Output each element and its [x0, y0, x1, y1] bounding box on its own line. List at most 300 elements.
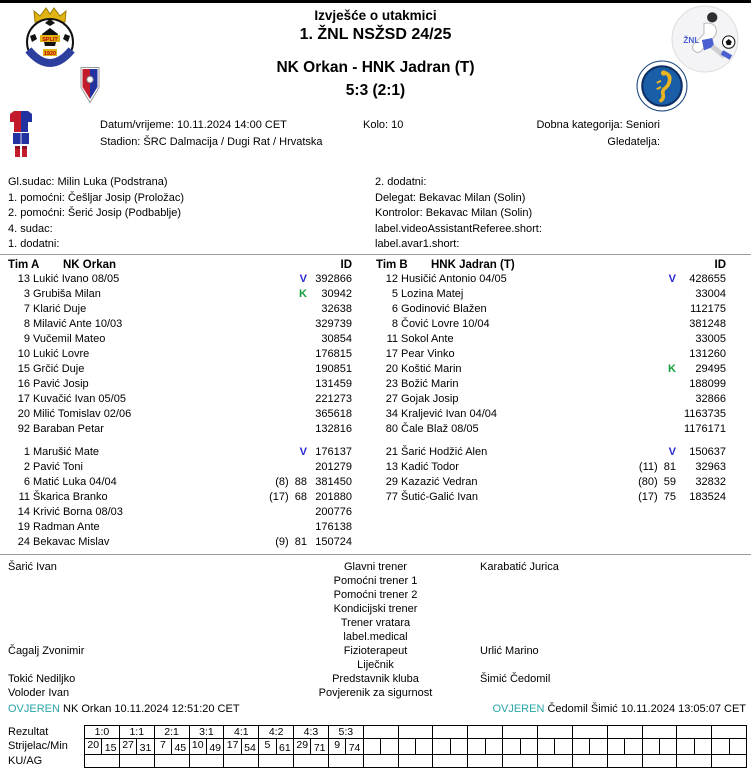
player-event: V	[668, 273, 676, 285]
goal-minute: 15	[104, 742, 117, 754]
goal-minute: 54	[244, 742, 256, 754]
staff-name-home: Šarić Ivan	[8, 561, 57, 573]
scorer-number	[399, 739, 416, 754]
player-row	[8, 535, 352, 550]
player-id: 190851	[315, 363, 352, 375]
score-cell: 1:1	[120, 726, 154, 739]
report-header	[0, 8, 751, 100]
player-name: Pear Vinko	[401, 348, 455, 360]
player-row	[376, 475, 726, 490]
federation-text-bottom: 1920	[43, 51, 57, 57]
player-event: (11) 81	[638, 461, 676, 473]
player-row	[376, 302, 726, 317]
player-row	[376, 422, 726, 437]
scorer-number	[538, 739, 555, 754]
league-badge-text: ŽNL	[683, 36, 700, 46]
player-number: 6	[391, 303, 398, 315]
scorer-minute-cell	[399, 739, 433, 755]
player-name: Pavić Josip	[33, 378, 89, 390]
official-line: 2. dodatni:	[375, 176, 427, 188]
player-name: Klarić Duje	[33, 303, 87, 315]
scorer-minute-cell	[190, 739, 224, 755]
ku-ag-row-label: KU/AG	[8, 755, 43, 767]
scorer-number	[503, 739, 520, 754]
player-id: 381248	[689, 318, 726, 330]
player-number: 11	[18, 491, 30, 503]
ku-ag-cell	[433, 755, 467, 767]
match-info-left	[100, 117, 323, 151]
result-column	[712, 726, 746, 767]
scorer-number	[643, 739, 660, 754]
scorer-minute-cell	[294, 739, 328, 755]
staff-row	[0, 616, 751, 630]
player-name: Matić Luka 04/04	[33, 476, 117, 488]
score-cell: 5:3	[329, 726, 363, 739]
player-id: 30854	[321, 333, 352, 345]
attendance: Gledatelja:	[607, 136, 660, 148]
staff-role-label: Povjerenik za sigurnost	[318, 687, 433, 699]
ku-ag-cell	[85, 755, 119, 767]
ku-ag-cell	[329, 755, 363, 767]
scorer-minute-cell	[224, 739, 258, 755]
scorer-number	[364, 739, 381, 754]
scorer-number	[712, 739, 729, 754]
player-row	[8, 445, 352, 460]
result-column	[224, 726, 259, 767]
player-event	[219, 332, 307, 347]
goal-minute	[590, 739, 606, 754]
player-event	[219, 407, 307, 422]
match-round: Kolo: 10	[363, 119, 404, 131]
player-number: 1	[23, 446, 30, 458]
player-id: 112175	[690, 303, 726, 315]
player-event	[588, 317, 676, 332]
certified-home-badge: OVJEREN	[8, 703, 60, 715]
officials-left	[8, 175, 184, 253]
player-event	[219, 362, 307, 377]
goal-minute	[625, 739, 641, 754]
score-cell	[643, 726, 677, 739]
result-column	[433, 726, 468, 767]
team-b-roster	[376, 258, 726, 505]
staff-role-label: Predstavnik kluba	[332, 673, 419, 685]
match-stadium: Stadion: ŠRC Dalmacija / Dugi Rat / Hrvatska	[100, 136, 323, 148]
scorer-row-label: Strijelac/Min	[8, 740, 68, 752]
player-number: 29	[385, 476, 398, 488]
player-name: Husičić Antonio 04/05	[401, 273, 507, 285]
scorer-minute-cell	[120, 739, 154, 755]
player-id: 176137	[315, 446, 352, 458]
scorer-minute-cell	[608, 739, 642, 755]
match-datetime: Datum/vrijeme: 10.11.2024 14:00 CET	[100, 119, 287, 131]
player-name: Koštić Marin	[401, 363, 462, 375]
player-event	[588, 332, 676, 347]
scorer-number: 17	[224, 739, 241, 754]
scorer-minute-cell	[643, 739, 677, 755]
result-column	[294, 726, 329, 767]
result-column	[364, 726, 399, 767]
score-cell: 4:2	[259, 726, 293, 739]
player-number: 23	[385, 378, 398, 390]
result-table	[84, 725, 747, 768]
scorer-minute-cell	[329, 739, 363, 755]
scorer-number: 27	[120, 739, 137, 754]
player-row	[376, 347, 726, 362]
ku-ag-cell	[224, 755, 258, 767]
scorer-minute-cell	[712, 739, 746, 755]
player-id: 381450	[315, 476, 352, 488]
staff-name-home: Tokić Nediljko	[8, 673, 76, 685]
player-number: 14	[17, 506, 30, 518]
scorer-number	[573, 739, 590, 754]
certified-home-text: NK Orkan 10.11.2024 12:51:20 CET	[59, 703, 240, 715]
divider	[0, 554, 751, 555]
staff-row	[0, 644, 751, 658]
staff-role-label: Liječnik	[357, 659, 394, 671]
result-column	[643, 726, 678, 767]
result-column	[468, 726, 503, 767]
player-name: Kadić Todor	[401, 461, 459, 473]
player-event	[588, 347, 676, 362]
team-b-name: HNK Jadran (T)	[431, 259, 515, 271]
official-line: 4. sudac:	[8, 222, 53, 235]
player-id: 201279	[315, 461, 352, 473]
player-id: 150724	[315, 536, 352, 548]
result-column	[503, 726, 538, 767]
result-column	[538, 726, 573, 767]
player-row	[8, 460, 352, 475]
ku-ag-cell	[399, 755, 433, 767]
player-number: 11	[386, 333, 398, 345]
player-id: 365618	[315, 408, 352, 420]
player-number: 3	[23, 288, 30, 300]
ku-ag-cell	[503, 755, 537, 767]
certified-away-text: Čedomil Šimić 10.11.2024 13:05:07 CET	[544, 703, 746, 715]
player-number: 6	[23, 476, 30, 488]
goal-minute: 74	[348, 742, 361, 754]
player-name: Vučemil Mateo	[33, 333, 106, 345]
player-id: 329739	[315, 318, 352, 330]
scorer-number: 7	[155, 739, 172, 754]
score-cell	[712, 726, 746, 739]
player-id: 428655	[689, 273, 726, 285]
staff-row	[0, 658, 751, 672]
player-number: 8	[23, 318, 30, 330]
team-b-starters	[376, 272, 726, 437]
player-number: 15	[17, 363, 30, 375]
team-a-roster	[8, 258, 352, 550]
player-row	[8, 422, 352, 437]
score-cell: 1:0	[85, 726, 119, 739]
score-cell	[399, 726, 433, 739]
scorer-number: 20	[85, 739, 102, 754]
goal-minute	[555, 739, 571, 754]
scorer-number	[433, 739, 450, 754]
goal-minute	[381, 739, 397, 754]
player-row	[8, 392, 352, 407]
player-id: 29495	[695, 363, 726, 375]
player-row	[8, 287, 352, 302]
goal-minute	[416, 739, 432, 754]
player-id: 183524	[689, 491, 726, 503]
player-id: 32963	[695, 461, 726, 473]
officials-right	[375, 175, 542, 253]
staff-name-away: Karabatić Jurica	[480, 561, 559, 573]
player-event: K	[668, 363, 676, 375]
score-cell	[364, 726, 398, 739]
player-name: Marušić Mate	[33, 446, 100, 458]
player-id: 1176171	[683, 423, 726, 435]
scorer-minute-cell	[538, 739, 572, 755]
player-name: Kuvačić Ivan 05/05	[33, 393, 126, 405]
player-row	[376, 445, 726, 460]
player-name: Lukić Ivano 08/05	[33, 273, 120, 285]
player-id: 392866	[315, 273, 352, 285]
player-row	[8, 362, 352, 377]
staff-row	[0, 588, 751, 602]
ku-ag-cell	[643, 755, 677, 767]
player-number: 92	[17, 423, 30, 435]
player-row	[8, 317, 352, 332]
player-number: 20	[17, 408, 30, 420]
player-number: 77	[385, 491, 398, 503]
scorer-number: 5	[259, 739, 276, 754]
player-row	[8, 347, 352, 362]
player-event	[219, 520, 307, 535]
scorer-number: 9	[329, 739, 346, 754]
top-border	[0, 0, 751, 3]
player-event	[219, 317, 307, 332]
scorer-number	[468, 739, 485, 754]
player-event	[588, 302, 676, 317]
player-name: Čale Blaž 08/05	[401, 423, 479, 435]
staff-role-label: Pomoćni trener 2	[333, 589, 418, 601]
age-category: Dobna kategorija: Seniori	[536, 119, 660, 131]
result-column	[155, 726, 190, 767]
goal-minute: 49	[209, 742, 221, 754]
result-column	[85, 726, 120, 767]
player-event	[219, 422, 307, 437]
player-id: 188099	[689, 378, 726, 390]
score-cell: 3:1	[190, 726, 224, 739]
scorer-minute-cell	[155, 739, 189, 755]
player-id: 132816	[315, 423, 352, 435]
player-row	[8, 490, 352, 505]
player-event: (8) 88	[275, 476, 307, 488]
staff-role-label: Pomoćni trener 1	[333, 575, 418, 587]
player-name: Škarica Branko	[33, 491, 108, 503]
scorer-minute-cell	[573, 739, 607, 755]
scorer-number: 29	[294, 739, 311, 754]
player-row	[8, 302, 352, 317]
staff-role-label: label.medical	[343, 631, 408, 643]
goal-minute	[521, 739, 537, 754]
scorer-minute-cell	[677, 739, 711, 755]
ku-ag-cell	[155, 755, 189, 767]
player-name: Grčić Duje	[33, 363, 85, 375]
player-name: Šarić Hodžić Alen	[401, 446, 488, 458]
result-column	[120, 726, 155, 767]
id-column-header: ID	[714, 259, 726, 271]
goal-minute: 31	[139, 742, 152, 754]
player-event	[219, 377, 307, 392]
player-event: (9) 81	[275, 536, 307, 548]
player-event	[219, 392, 307, 407]
player-row	[376, 407, 726, 422]
staff-name-away: Šimić Čedomil	[480, 673, 551, 685]
player-event: V	[299, 273, 307, 285]
player-id: 32638	[321, 303, 352, 315]
player-id: 32832	[695, 476, 726, 488]
scorer-minute-cell	[85, 739, 119, 755]
official-line: label.videoAssistantReferee.short:	[375, 222, 542, 235]
player-number: 21	[385, 446, 398, 458]
score-cell	[608, 726, 642, 739]
player-event: (17) 75	[638, 491, 676, 503]
team-b-label: Tim B	[376, 259, 408, 271]
ku-ag-cell	[120, 755, 154, 767]
scorer-minute-cell	[364, 739, 398, 755]
player-event: V	[299, 446, 307, 458]
player-event	[588, 377, 676, 392]
ku-ag-cell	[538, 755, 572, 767]
player-name: Kazazić Vedran	[401, 476, 478, 488]
player-number: 5	[391, 288, 398, 300]
certified-home	[8, 703, 240, 715]
goal-minute	[695, 739, 711, 754]
player-row	[376, 392, 726, 407]
player-number: 7	[23, 303, 30, 315]
player-id: 221273	[315, 393, 352, 405]
score-cell	[503, 726, 537, 739]
player-id: 32866	[695, 393, 726, 405]
federation-text-top: SPLIT	[42, 37, 58, 43]
player-number: 2	[23, 461, 30, 473]
player-number: 34	[385, 408, 398, 420]
report-title: Izvješće o utakmici	[314, 8, 437, 23]
team-a-label: Tim A	[8, 259, 40, 271]
official-line: label.avar1.short:	[375, 238, 460, 250]
staff-name-home: Voloder Ivan	[8, 687, 70, 699]
ku-ag-cell	[712, 755, 746, 767]
ku-ag-cell	[364, 755, 398, 767]
player-event: V	[668, 446, 676, 458]
player-row	[376, 332, 726, 347]
player-number: 16	[17, 378, 30, 390]
player-id: 201880	[315, 491, 352, 503]
score-cell: 4:3	[294, 726, 328, 739]
certified-away	[492, 703, 746, 715]
player-row	[8, 475, 352, 490]
goal-minute	[660, 739, 676, 754]
player-name: Pavić Toni	[33, 461, 83, 473]
team-b-header	[376, 258, 726, 272]
goal-minute: 45	[174, 742, 187, 754]
score-cell	[573, 726, 607, 739]
player-id: 150637	[689, 446, 726, 458]
player-row	[376, 272, 726, 287]
player-number: 27	[385, 393, 398, 405]
official-line: Delegat: Bekavac Milan (Solin)	[375, 191, 526, 204]
score-cell: 2:1	[155, 726, 189, 739]
player-name: Milić Tomislav 02/06	[33, 408, 132, 420]
player-name: Lukić Lovre	[33, 348, 90, 360]
player-number: 10	[17, 348, 30, 360]
result-column	[608, 726, 643, 767]
ku-ag-cell	[190, 755, 224, 767]
player-name: Gojak Josip	[401, 393, 459, 405]
player-event	[588, 407, 676, 422]
player-name: Milavić Ante 10/03	[33, 318, 123, 330]
scorer-number	[677, 739, 694, 754]
player-name: Bekavac Mislav	[33, 536, 110, 548]
result-column	[573, 726, 608, 767]
player-number: 80	[385, 423, 398, 435]
result-row-label: Rezultat	[8, 726, 49, 738]
player-row	[376, 287, 726, 302]
score-cell	[433, 726, 467, 739]
player-id: 33005	[695, 333, 726, 345]
player-number: 17	[385, 348, 398, 360]
scorer-number	[608, 739, 625, 754]
player-name: Godinović Blažen	[401, 303, 487, 315]
score-cell	[538, 726, 572, 739]
divider	[0, 254, 751, 255]
staff-row	[0, 672, 751, 686]
player-id: 176815	[315, 348, 352, 360]
player-number: 20	[385, 363, 398, 375]
player-event: (80) 59	[638, 476, 676, 488]
official-line: Kontrolor: Bekavac Milan (Solin)	[375, 207, 533, 219]
ku-ag-cell	[294, 755, 328, 767]
goal-minute: 71	[313, 742, 326, 754]
scorer-minute-cell	[433, 739, 467, 755]
player-number: 19	[17, 521, 30, 533]
player-row	[8, 332, 352, 347]
result-column	[399, 726, 434, 767]
staff-role-label: Trener vratara	[340, 617, 411, 629]
result-column	[190, 726, 225, 767]
player-row	[376, 377, 726, 392]
official-line: Gl.sudac: Milin Luka (Podstrana)	[8, 176, 168, 188]
player-event	[219, 347, 307, 362]
goal-minute: 61	[279, 742, 291, 754]
player-event: (17) 68	[269, 491, 307, 503]
scorer-minute-cell	[503, 739, 537, 755]
player-row	[376, 460, 726, 475]
player-name: Lozina Matej	[401, 288, 464, 300]
player-number: 13	[385, 461, 398, 473]
player-row	[8, 272, 352, 287]
result-column	[677, 726, 712, 767]
result-column	[329, 726, 364, 767]
staff-section	[0, 560, 751, 700]
player-row	[376, 317, 726, 332]
player-name: Baraban Petar	[33, 423, 104, 435]
result-column	[259, 726, 294, 767]
player-name: Kraljević Ivan 04/04	[401, 408, 497, 420]
final-score: 5:3 (2:1)	[345, 82, 406, 99]
certified-away-badge: OVJEREN	[492, 703, 545, 715]
player-id: 33004	[695, 288, 726, 300]
player-id: 200776	[315, 506, 352, 518]
ku-ag-cell	[573, 755, 607, 767]
staff-row	[0, 686, 751, 700]
player-number: 24	[17, 536, 30, 548]
team-b-bench	[376, 445, 726, 505]
player-row	[8, 377, 352, 392]
official-line: 1. dodatni:	[8, 238, 60, 250]
